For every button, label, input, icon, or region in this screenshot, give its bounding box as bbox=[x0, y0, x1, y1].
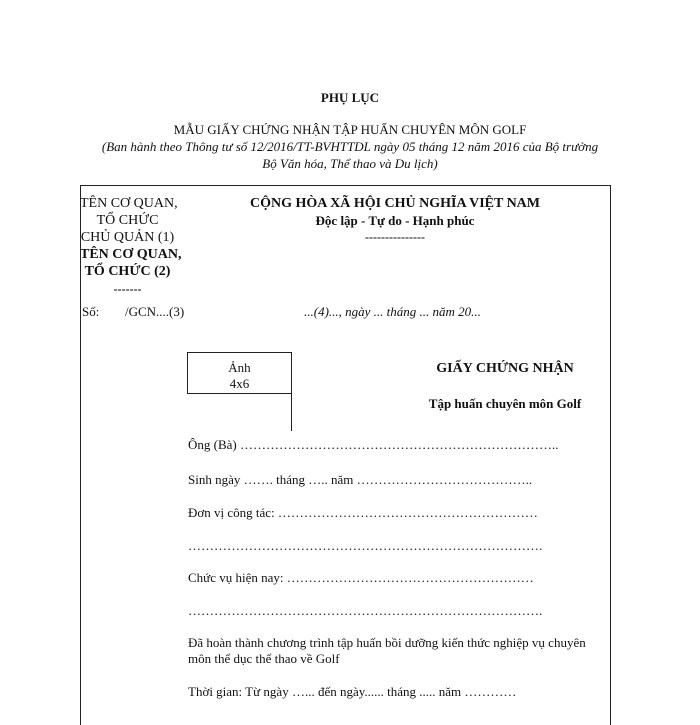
national-divider: --------------- bbox=[365, 230, 425, 244]
photo-label: Ảnh bbox=[228, 360, 251, 375]
agency-line5: TỔ CHỨC (2) bbox=[84, 264, 171, 279]
field-position-continued: ………………………………………………………………………. bbox=[188, 603, 543, 618]
number-label: Số: bbox=[82, 304, 100, 319]
completion-text-line2: môn thể dục thể thao về Golf bbox=[188, 651, 340, 666]
agency-line4: TÊN CƠ QUAN, bbox=[80, 247, 182, 262]
field-date-of-birth: Sinh ngày ……. tháng ….. năm ………………………………….. bbox=[188, 472, 533, 487]
field-name: Ông (Bà) ……………………………………………………………….. bbox=[188, 437, 559, 452]
national-title: CỘNG HÒA XÃ HỘI CHỦ NGHĨA VIỆT NAM bbox=[249, 196, 540, 211]
agency-line1: TÊN CƠ QUAN, bbox=[80, 196, 178, 211]
certificate-subtitle: Tập huấn chuyên môn Golf bbox=[428, 396, 582, 411]
field-training-period: Thời gian: Từ ngày …... đến ngày...... tháng ..... năm ………… bbox=[188, 684, 517, 699]
field-position: Chức vụ hiện nay: ………………………………………………… bbox=[188, 570, 534, 585]
photo-size: 4x6 bbox=[229, 376, 250, 391]
appendix-heading: PHỤ LỤC bbox=[320, 90, 380, 105]
place-date: ...(4)..., ngày ... tháng ... năm 20... bbox=[304, 304, 481, 319]
field-workplace: Đơn vị công tác: …………………………………………………… bbox=[188, 505, 538, 520]
agency-divider: ------- bbox=[113, 282, 142, 296]
national-motto: Độc lập - Tự do - Hạnh phúc bbox=[315, 213, 475, 228]
agency-line2: TỔ CHỨC bbox=[96, 213, 159, 228]
certificate-title: GIẤY CHỨNG NHẬN bbox=[436, 361, 574, 376]
number-value: /GCN....(3) bbox=[125, 304, 185, 319]
agency-line3: CHỦ QUẢN (1) bbox=[80, 230, 175, 245]
issued-note-line1: (Ban hành theo Thông tư số 12/2016/TT-BVHTTDL ngày 05 tháng 12 năm 2016 của Bộ trưởng bbox=[101, 139, 599, 154]
issued-note-line2: Bộ Văn hóa, Thể thao và Du lịch) bbox=[262, 156, 438, 171]
photo-placeholder-edge bbox=[291, 393, 292, 431]
field-workplace-continued: ………………………………………………………………………. bbox=[188, 538, 543, 553]
completion-text-line1: Đã hoàn thành chương trình tập huấn bồi dưỡng kiến thức nghiệp vụ chuyên bbox=[188, 635, 586, 650]
document-title: MẪU GIẤY CHỨNG NHẬN TẬP HUẤN CHUYÊN MÔN GOLF bbox=[173, 122, 527, 137]
